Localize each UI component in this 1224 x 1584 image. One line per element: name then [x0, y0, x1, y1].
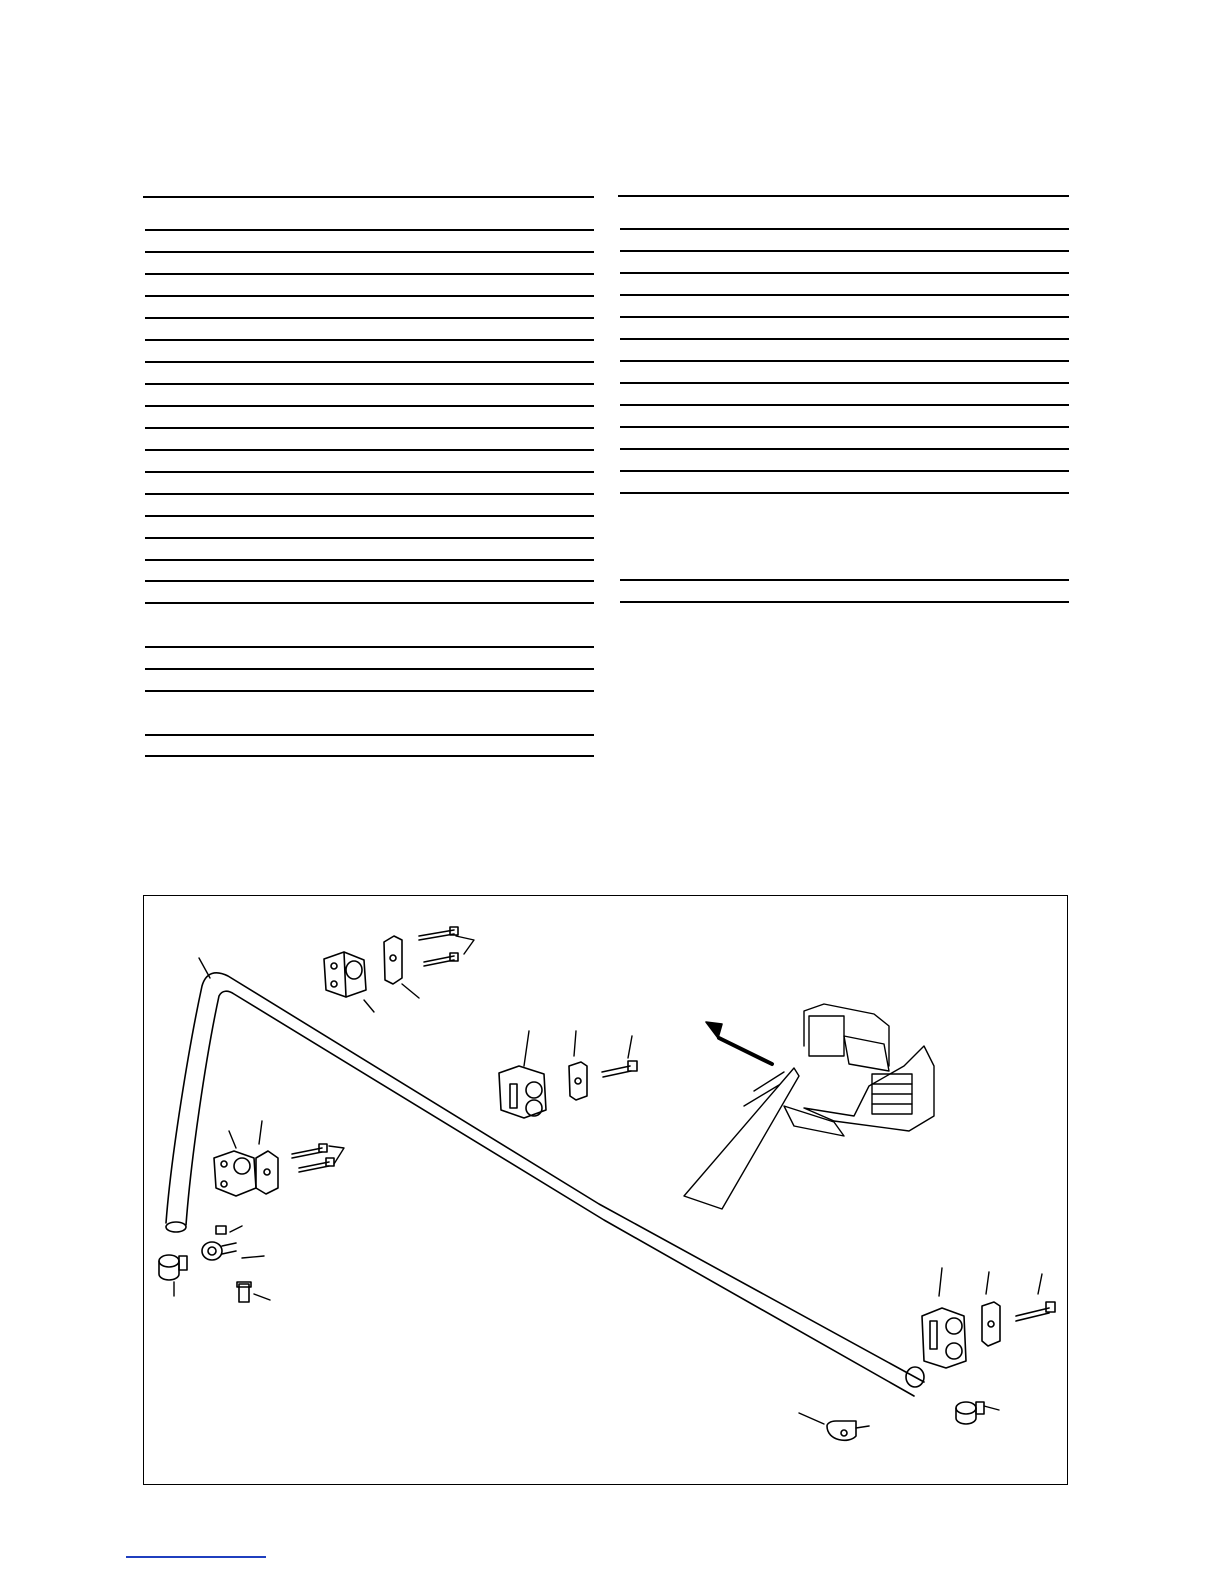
- nut-left: [216, 1226, 226, 1234]
- table-row: [620, 579, 1069, 581]
- clamp-block-top: [324, 952, 366, 997]
- clamp-block-left: [214, 1151, 256, 1196]
- view-pointer-icon: [684, 1068, 799, 1209]
- clamp-plate-left: [256, 1151, 278, 1194]
- hose-clamp-left: [159, 1255, 187, 1280]
- table-row: [620, 228, 1069, 230]
- table-row: [145, 229, 594, 231]
- table-top-rule: [143, 196, 594, 198]
- p-clip: [827, 1421, 869, 1440]
- table-row: [620, 272, 1069, 274]
- table-row: [145, 755, 594, 757]
- table-row: [620, 404, 1069, 406]
- table-row: [145, 361, 594, 363]
- table-row: [145, 559, 594, 561]
- table-row: [620, 360, 1069, 362]
- parts-table-left: [143, 196, 594, 756]
- table-row: [620, 601, 1069, 603]
- bolt-middle: [602, 1061, 637, 1077]
- table-row: [620, 294, 1069, 296]
- table-row: [145, 339, 594, 341]
- table-row: [620, 470, 1069, 472]
- table-row: [145, 471, 594, 473]
- table-row: [620, 250, 1069, 252]
- exploded-parts-figure: [143, 895, 1068, 1485]
- bolt-right: [1016, 1302, 1055, 1321]
- table-row: [145, 449, 594, 451]
- exploded-view-drawing: [144, 896, 1069, 1486]
- table-row: [145, 646, 594, 648]
- table-row: [620, 338, 1069, 340]
- table-row: [620, 426, 1069, 428]
- table-row: [620, 492, 1069, 494]
- table-row: [620, 382, 1069, 384]
- table-top-rule: [618, 195, 1069, 197]
- table-row: [145, 537, 594, 539]
- hydraulic-tube: [166, 973, 924, 1396]
- leader-lines: [174, 936, 1042, 1424]
- table-row: [145, 690, 594, 692]
- hose-clamp-right: [956, 1402, 984, 1424]
- clamp-plate-middle: [569, 1062, 587, 1100]
- table-row: [145, 251, 594, 253]
- table-row: [145, 427, 594, 429]
- table-row: [145, 515, 594, 517]
- clamp-block-middle: [499, 1066, 546, 1118]
- clamp-plate-right: [982, 1302, 1000, 1346]
- footer-link-underline[interactable]: [126, 1556, 266, 1558]
- table-row: [620, 316, 1069, 318]
- table-row: [145, 580, 594, 582]
- table-row: [145, 734, 594, 736]
- table-row: [145, 602, 594, 604]
- parts-table-right: [618, 195, 1069, 605]
- fitting-left: [202, 1242, 236, 1260]
- bolts-left: [292, 1144, 334, 1172]
- table-row: [145, 405, 594, 407]
- table-row: [145, 383, 594, 385]
- clamp-plate-top: [384, 936, 402, 984]
- table-row: [145, 295, 594, 297]
- bolts-top: [419, 927, 458, 966]
- table-row: [145, 317, 594, 319]
- direction-arrow-icon: [706, 1022, 772, 1064]
- clamp-block-right: [922, 1308, 966, 1368]
- table-row: [145, 493, 594, 495]
- table-row: [620, 448, 1069, 450]
- bolt-small-left: [237, 1282, 251, 1302]
- table-row: [145, 273, 594, 275]
- table-row: [145, 668, 594, 670]
